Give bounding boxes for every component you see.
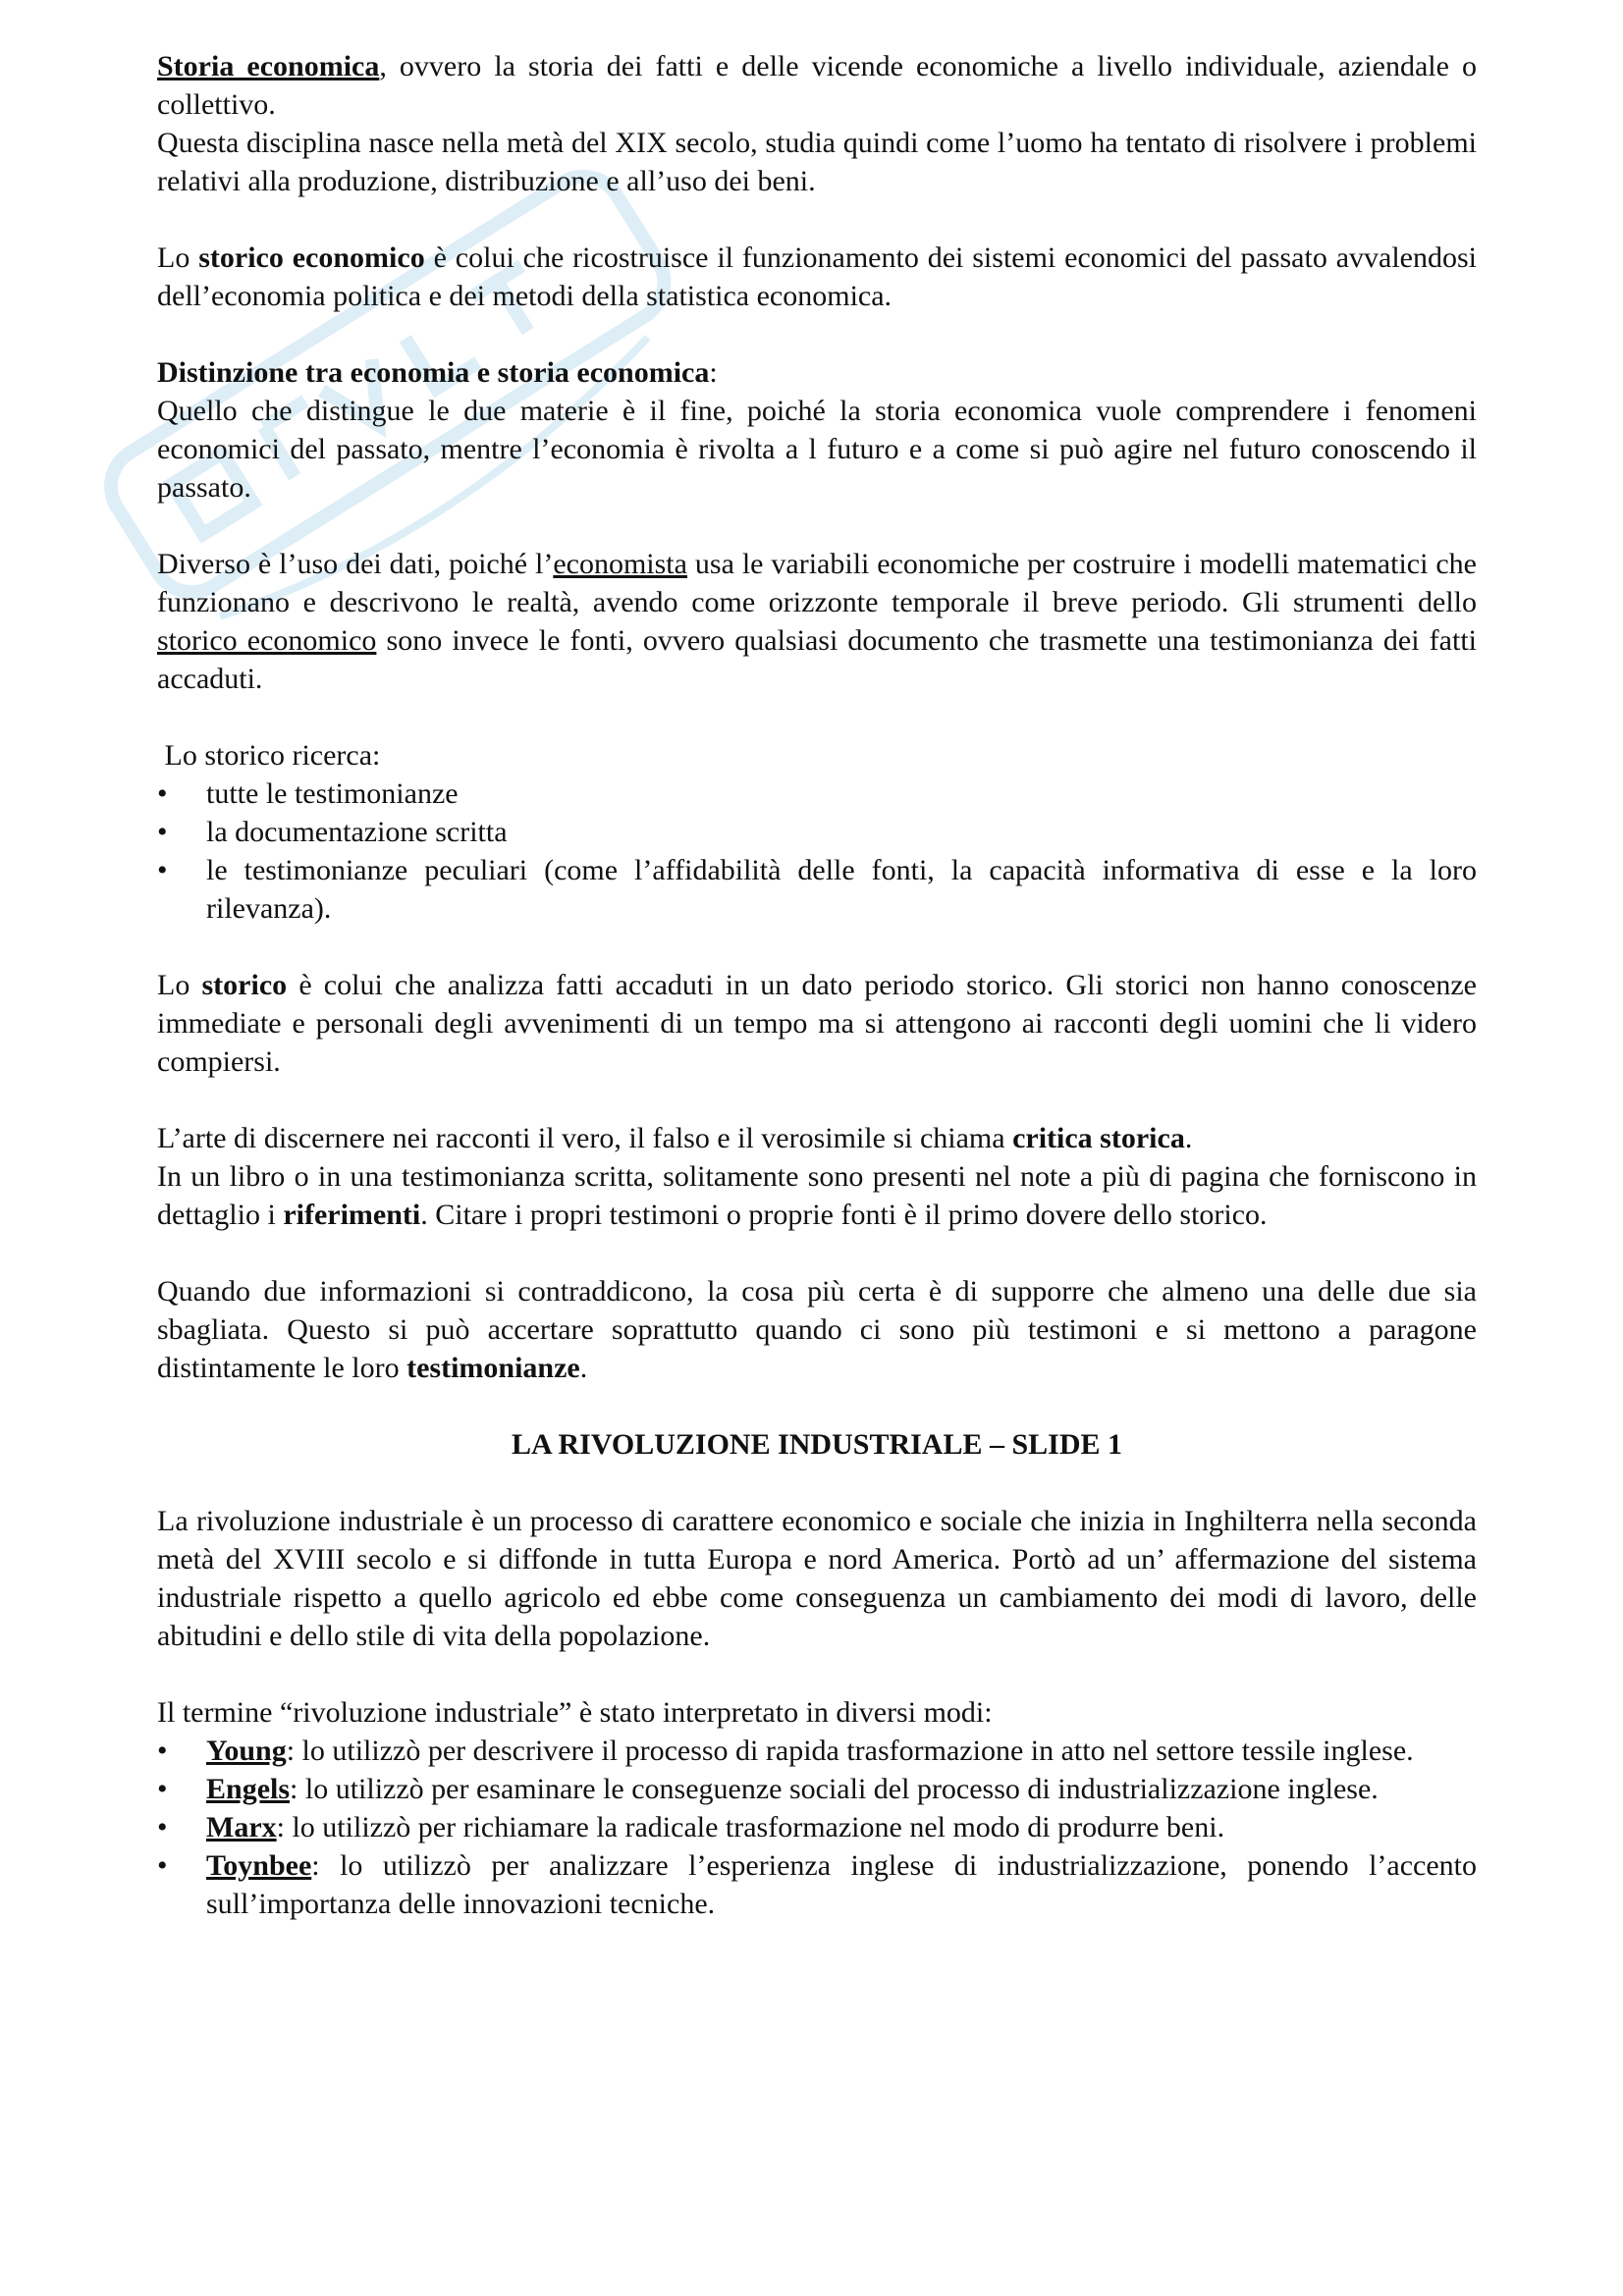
list-item: • Engels: lo utilizzò per esaminare le conseguenze sociali del processo di industrializzazione inglese.: [157, 1773, 1379, 1805]
contraddizione-paragraph: Quando due informazioni si contraddicono, la cosa più certa è di supporre che almeno una delle due sia sbagliata. Questo si può accertare soprattutto quando ci sono più testimoni e si mettono a paragone distintamente le loro testimonianze.: [157, 1275, 1477, 1384]
ricerca-list: [157, 774, 1477, 928]
storico-paragraph: Lo storico è colui che analizza fatti accaduti in un dato periodo storico. Gli storici non hanno conoscenze immediate e personali degli avvenimenti di un tempo ma si attengono ai racconti degli uomini che li videro compiersi.: [157, 969, 1477, 1078]
term-storia-economica: Storia economica: [157, 50, 380, 82]
term-storico: storico: [201, 969, 288, 1001]
document-page: [157, 47, 1477, 1923]
name-marx: Marx: [206, 1811, 277, 1843]
term-critica-storica: critica storica: [1012, 1122, 1185, 1154]
section-title: LA RIVOLUZIONE INDUSTRIALE – SLIDE 1: [511, 1428, 1123, 1461]
list-item: • tutte le testimonianze: [157, 777, 459, 810]
list-item: • la documentazione scritta: [157, 816, 508, 848]
distinzione-heading: Distinzione tra economia e storia economica:: [157, 356, 718, 389]
termine-intro: Il termine “rivoluzione industriale” è stato interpretato in diversi modi:: [157, 1696, 993, 1729]
riferimenti-paragraph: In un libro o in una testimonianza scritta, solitamente sono presenti nel note a più di pagina che forniscono in dettaglio i riferimenti. Citare i propri testimoni o proprie fonti è il primo dovere dello storico.: [157, 1160, 1477, 1231]
rivoluzione-paragraph: La rivoluzione industriale è un processo di carattere economico e sociale che inizia in Inghilterra nella seconda metà del XVIII secolo e si diffonde in tutta Europa e nord America. Portò ad un’ affermazione del sistema industriale rispetto a quello agricolo ed ebbe come conseguenza un cambiamento dei modi di lavoro, delle abitudini e dello stile di vita della popolazione.: [157, 1505, 1477, 1652]
name-toynbee: Toynbee: [206, 1849, 312, 1882]
intro-paragraph: Storia economica, ovvero la storia dei fatti e delle vicende economiche a livello individuale, aziendale o collettivo.: [157, 50, 1477, 121]
dati-paragraph: Diverso è l’uso dei dati, poiché l’economista usa le variabili economiche per costruire i modelli matematici che funzionano e descrivono le realtà, avendo come orizzonte temporale il breve periodo. Gli strumenti dello storico economico sono invece le fonti, ovvero qualsiasi documento che trasmette una testimonianza dei fatti accaduti.: [157, 548, 1477, 695]
ricerca-intro: Lo storico ricerca:: [157, 739, 381, 772]
intro-paragraph-2: Questa disciplina nasce nella metà del XIX secolo, studia quindi come l’uomo ha tentato di risolvere i problemi relativi alla produzione, distribuzione e all’uso dei beni.: [157, 127, 1477, 197]
term-storico-economico-2: storico economico: [157, 624, 377, 657]
list-item: • Toynbee: lo utilizzò per analizzare l’esperienza inglese di industrializzazione, ponendo l’accento sull’importanza delle innovazioni tecniche.: [157, 1849, 1477, 1920]
critica-paragraph: L’arte di discernere nei racconti il vero, il falso e il verosimile si chiama critica storica.: [157, 1122, 1193, 1154]
termine-list: [157, 1732, 1477, 1923]
term-testimonianze: testimonianze: [406, 1352, 580, 1384]
list-item: • le testimonianze peculiari (come l’affidabilità delle fonti, la capacità informativa di esse e la loro rilevanza).: [157, 854, 1477, 925]
storico-economico-paragraph: Lo storico economico è colui che ricostruisce il funzionamento dei sistemi economici del passato avvalendosi dell’economia politica e dei metodi della statistica economica.: [157, 241, 1478, 312]
list-item: • Young: lo utilizzò per descrivere il processo di rapida trasformazione in atto nel settore tessile inglese.: [157, 1735, 1414, 1767]
distinzione-paragraph: Quello che distingue le due materie è il fine, poiché la storia economica vuole comprendere i fenomeni economici del passato, mentre l’economia è rivolta a l futuro e a come si può agire nel futuro conoscendo il passato.: [157, 395, 1477, 504]
term-economista: economista: [553, 548, 687, 580]
name-young: Young: [206, 1735, 287, 1767]
term-storico-economico: storico economico: [198, 241, 425, 274]
list-item: • Marx: lo utilizzò per richiamare la radicale trasformazione nel modo di produrre beni.: [157, 1811, 1225, 1843]
name-engels: Engels: [206, 1773, 291, 1805]
term-riferimenti: riferimenti: [283, 1199, 421, 1231]
